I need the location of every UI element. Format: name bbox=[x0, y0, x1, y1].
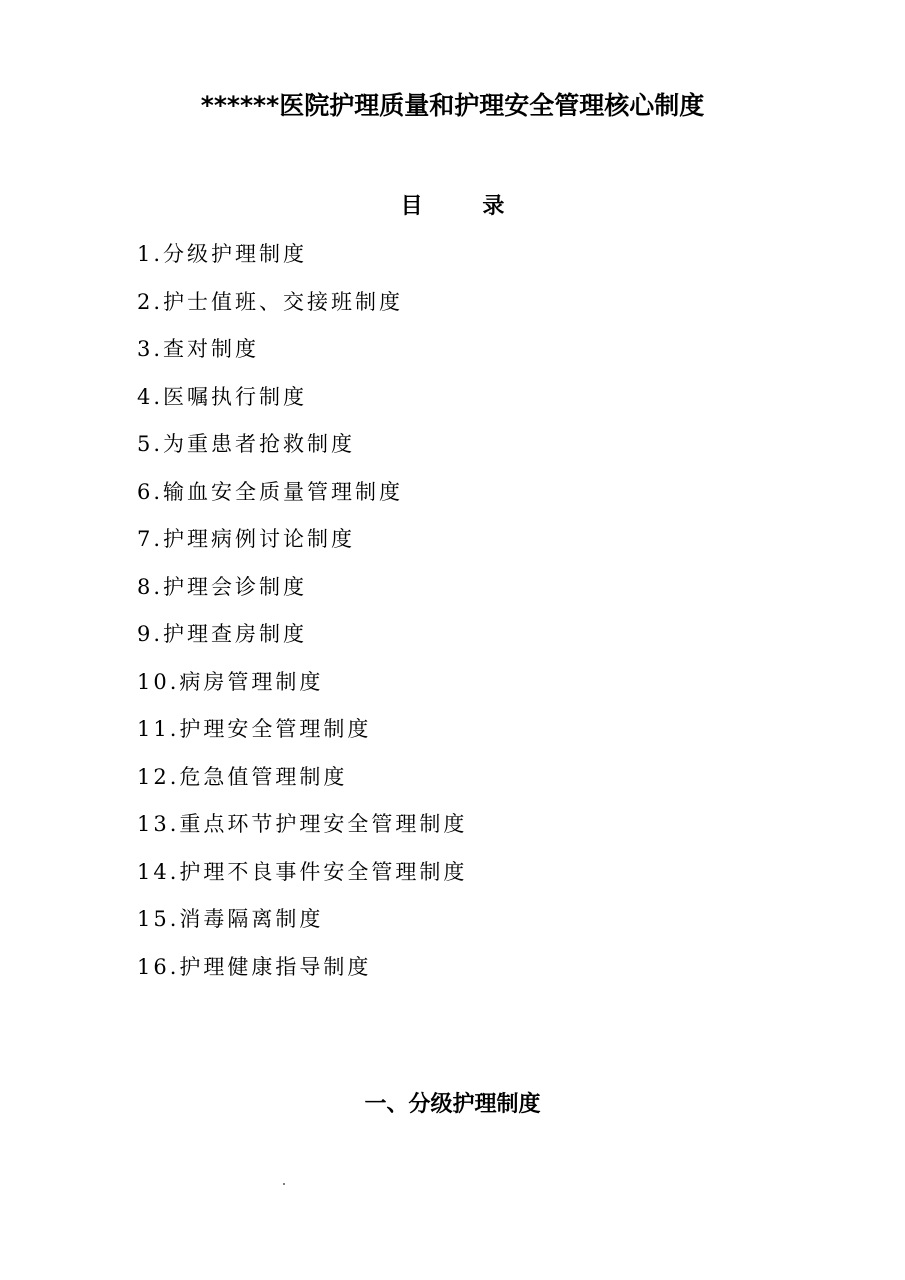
section-heading: 一、分级护理制度 bbox=[364, 1092, 541, 1117]
toc-item: 10.病房管理制度 bbox=[137, 669, 324, 694]
toc-heading: 目 录 bbox=[400, 194, 531, 219]
toc-item: 11.护理安全管理制度 bbox=[137, 717, 372, 741]
toc-item: 3.查对制度 bbox=[137, 337, 260, 361]
toc-item: 12.危急值管理制度 bbox=[137, 764, 348, 789]
document-title: ******医院护理质量和护理安全管理核心制度 bbox=[200, 91, 705, 120]
table-of-contents bbox=[137, 236, 837, 996]
toc-item: 4.医嘱执行制度 bbox=[137, 384, 308, 409]
toc-item: 2.护士值班、交接班制度 bbox=[137, 289, 404, 314]
page-marker-dot bbox=[283, 1183, 285, 1185]
toc-item: 8.护理会诊制度 bbox=[137, 574, 308, 599]
toc-item: 15.消毒隔离制度 bbox=[137, 907, 324, 931]
toc-item: 13.重点环节护理安全管理制度 bbox=[137, 812, 468, 836]
toc-item: 6.输血安全质量管理制度 bbox=[137, 479, 404, 504]
toc-item: 5.为重患者抢救制度 bbox=[137, 432, 356, 456]
toc-item: 7.护理病例讨论制度 bbox=[137, 527, 356, 551]
toc-item: 9.护理查房制度 bbox=[137, 622, 308, 646]
toc-item: 1.分级护理制度 bbox=[137, 242, 308, 266]
toc-item: 14.护理不良事件安全管理制度 bbox=[137, 859, 468, 884]
toc-item: 16.护理健康指导制度 bbox=[137, 954, 372, 979]
